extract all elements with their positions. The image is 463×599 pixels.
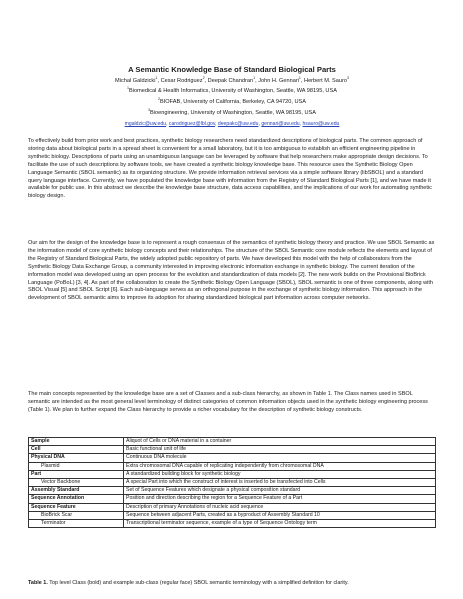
- paper-title: A Semantic Knowledge Base of Standard Biological Parts: [128, 65, 336, 74]
- table-cell-term: Terminator: [29, 519, 124, 527]
- affiliation: $^2$BIOFAB, University of California, Berkeley, CA 94720, USA: [157, 97, 306, 105]
- table-cell-term: Physical DNA: [29, 454, 124, 462]
- table-row: [29, 454, 436, 462]
- table-caption: Table 1. Top level Class (bold) and example sub-class (regular face) SBOL semantic terminology with a simplified definition for clarity.: [28, 580, 349, 586]
- affiliation: $^1$Biomedical & Health Informatics, University of Washington, Seattle, WA 98195, USA: [127, 86, 337, 94]
- email-link[interactable]: gennari@uw.edu: [261, 121, 300, 127]
- author-emails: mgaldzic@uw.edu, carodriguez@lbl.gov, deepakc@uw.edu, gennari@uw.edu, hsauro@uw.edu: [124, 121, 340, 127]
- table-row: [29, 511, 436, 519]
- table-cell-definition: Sequence between adjacent Parts, created as a byproduct of Assembly Standard 10: [124, 511, 436, 519]
- table-cell-definition: A standardized building block for synthetic biology: [124, 470, 436, 478]
- table-row: [29, 495, 436, 503]
- terminology-table: [28, 437, 436, 528]
- author: John H. Gennari$^1$: [258, 76, 301, 84]
- table-cell-definition: Extra chromosomal DNA capable of replicating independently from chromosomal DNA: [124, 462, 436, 470]
- table-cell-term: Part: [29, 470, 124, 478]
- table-row: [29, 438, 436, 446]
- table-row: [29, 446, 436, 454]
- table-cell-definition: Position and direction describing the region for a Sequence Feature of a Part: [124, 495, 436, 503]
- author: Deepak Chandran$^1$: [207, 76, 256, 84]
- email-link[interactable]: carodriguez@lbl.gov: [168, 121, 216, 127]
- table-cell-term: Sequence Feature: [29, 503, 124, 511]
- table-cell-definition: Description of primary Annotations of nucleic acid sequence: [124, 503, 436, 511]
- table-cell-definition: Set of Sequence Features which designate a physical composition standard: [124, 487, 436, 495]
- body-paragraph: The main concepts represented by the knowledge base are a set of Classes and a sub-class hierarchy, as shown in Table 1. The Class names used in SBOL semantic are intended as the most general level terminology of distinct categories of common information objects used in the synthetic biology engineering process (Table 1). We plan to further expand the Class hierarchy to provide a richer vocabulary for the description of synthetic biology constructs.: [28, 391, 428, 413]
- table-row: [29, 462, 436, 470]
- body-paragraph: Our aim for the design of the knowledge base is to represent a rough consensus of the semantics of synthetic biology theory and practice. We use SBOL Semantic as the information model of core synthetic biology concepts and their relationships. The structure of the SBOL Semantic core module reflects the elements and layout of the Registry of Standard Biological Parts, the widely adopted public repository of parts. We have developed this model with the help of collaborators from the Synthetic Biology Data Exchange Group, a community interested in improving electronic information exchange in synthetic biology. The current iteration of the information model was developed using an open process for the evolution and standardization of data models [2]. The new work builds on the Provisional BioBrick Language (PoBoL) [3, 4]. As part of the collaboration to create the Synthetic Biology Open Language (SBOL), SBOL semantic is one of three components, along with SBOL Visual [5] and SBOL Script [6]. Each sub-language serves as an orthogonal purpose in the exchange of synthetic biology information. This approach in the development of SBOL semantic aims to improve its adoption for sharing standardized biological part information across computer networks.: [28, 240, 435, 302]
- table-cell-definition: Basic functional unit of life: [124, 446, 436, 454]
- author: Michal Galdzicki$^1$: [115, 76, 158, 84]
- table-cell-definition: Continuous DNA molecule: [124, 454, 436, 462]
- table-cell-term: Sequence Annotation: [29, 495, 124, 503]
- table-row: [29, 487, 436, 495]
- table-cell-term: Assembly Standard: [29, 487, 124, 495]
- author: Cesar Rodriguez$^2$: [160, 76, 205, 84]
- table-cell-term: BioBrick Scar: [29, 511, 124, 519]
- table-cell-term: Cell: [29, 446, 124, 454]
- table-row: [29, 478, 436, 486]
- email-link[interactable]: mgaldzic@uw.edu: [124, 121, 167, 127]
- table-cell-definition: Aliquot of Cells or DNA material in a container: [124, 438, 436, 446]
- table-row: [29, 519, 436, 527]
- table-cell-definition: Transcriptional terminator sequence, example of a type of Sequence Ontology term: [124, 519, 436, 527]
- author: Herbert M. Sauro$^3$: [304, 76, 349, 84]
- table-cell-term: Sample: [29, 438, 124, 446]
- table-cell-term: Plasmid: [29, 462, 124, 470]
- email-link[interactable]: hsauro@uw.edu: [302, 121, 340, 127]
- table-cell-definition: A special Part into which the construct of interest is inserted to be transfected into Cells: [124, 478, 436, 486]
- table-row: [29, 503, 436, 511]
- table-cell-term: Vector Backbone: [29, 478, 124, 486]
- author-list: Michal Galdzicki$^1$, Cesar Rodriguez$^2$, Deepak Chandran$^1$, John H. Gennari$^1$, Herbert M. Sauro$^3$: [115, 76, 349, 84]
- table-row: [29, 470, 436, 478]
- email-link[interactable]: deepakc@uw.edu: [217, 121, 259, 127]
- affiliation: $^3$Bioengineering, University of Washington, Seattle, WA 98195, USA: [148, 108, 316, 116]
- abstract-paragraph: To effectively build from prior work and best practices, synthetic biology researchers need standardized descriptions of biological parts. The common approach of storing data about biological parts in a spread sheet is convenient for a small laboratory, but it is too ambiguous to establish an efficient engineering pipeline in synthetic biology. Descriptions of parts using an unambiguous language can be leveraged by software that help researchers make appropriate design decisions. To facilitate the use of such descriptions by software tools, we have created a synthetic biology knowledge base. This resource uses the Synthetic Biology Open Language Semantic (SBOL semantic) as its organizing structure. We provide information retrieval services via a simple software library (libSBOL) and a standard query language interface. Currently, we have populated the knowledge base with information from the Registry of Standard Biological Parts [1], and we have made it available for public use. In this abstract we describe the knowledge base structure, data access capabilities, and the implications of our work for automating synthetic biology design.: [28, 138, 432, 200]
